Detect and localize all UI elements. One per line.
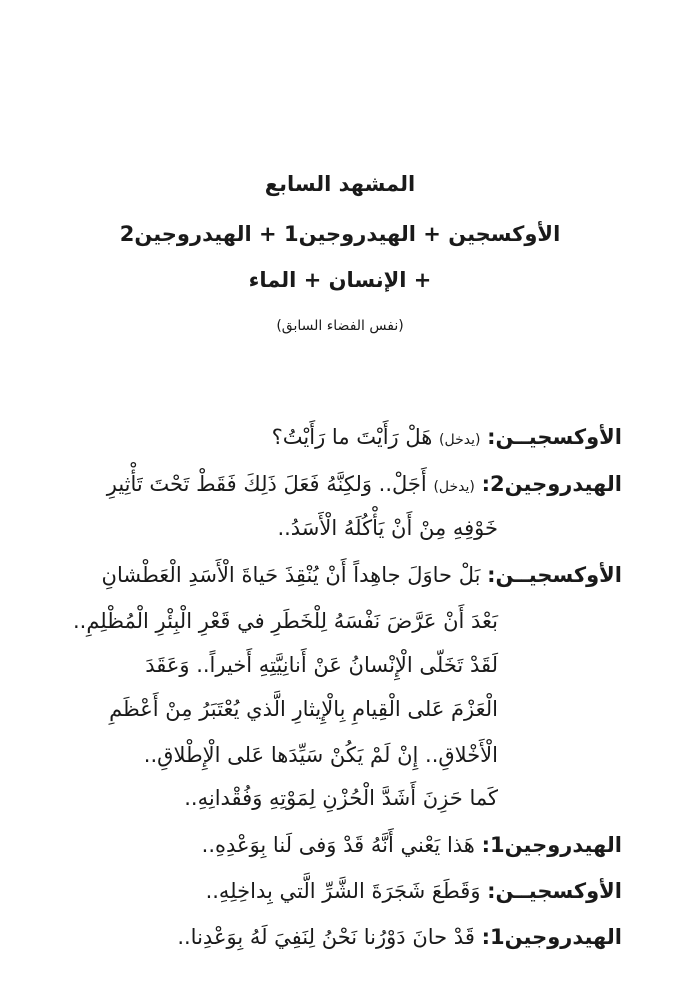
speaker-name: الأوكسجيــن: [487, 425, 622, 449]
dialogue-text: الْأَخْلاقِ.. إِنْ لَمْ يَكُنْ سَيِّدَها عَلى الْإِطْلاقِ.. [143, 743, 498, 767]
speaker-name: الهيدروجين1: [481, 925, 622, 949]
dialogue-text: وَقَطَعَ شَجَرَةَ الشَّرِّ الَّتي بِداخِلِهِ.. [205, 879, 481, 903]
dialogue-line [177, 922, 622, 952]
dialogue-text: بَعْدَ أَنْ عَرَّضَ نَفْسَهُ لِلْخَطَرِ في قَعْرِ الْبِئْرِ الْمُظْلِمِ.. [72, 609, 498, 633]
dialogue-line [107, 469, 622, 502]
dialogue-line [272, 422, 622, 455]
dialogue-continuation [109, 694, 498, 724]
dialogue-continuation [184, 783, 498, 813]
dialogue-text: قَدْ حانَ دَوْرُنا نَحْنُ لِنَفِيَ لَهُ بِوَعْدِنا.. [177, 925, 475, 949]
dialogue-text: الْعَزْمَ عَلى الْقِيامِ بِالْإِيثارِ الَّذي يُعْتَبَرُ مِنْ أَعْظَمِ [109, 697, 498, 721]
dialogue-continuation [145, 650, 498, 680]
cast-line-2: + الإنسان + الماء [248, 268, 432, 292]
dialogue-text: أَجَلْ.. وَلكِنَّهُ فَعَلَ ذَلِكَ فَقَطْ تَحْتَ تَأْثِيرِ [106, 472, 427, 496]
speaker-name: الهيدروجين1: [481, 833, 622, 857]
scene-title: المشهد السابع [264, 172, 416, 196]
speaker-name: الهيدروجين2: [481, 472, 622, 496]
dialogue-continuation [277, 513, 498, 543]
dialogue-text: هَذا يَعْني أَنَّهُ قَدْ وَفى لَنا بِوَعْدِهِ.. [201, 833, 475, 857]
dialogue-text: هَلْ رَأَيْتَ ما رَأَيْتُ؟ [271, 425, 433, 449]
dialogue-text: لَقَدْ تَخَلّى الْإِنْسانُ عَنْ أَنانِيَّتِهِ أَخيراً.. وَعَقَدَ [145, 653, 498, 677]
speaker-name: الأوكسجيــن: [487, 879, 622, 903]
speaker-name: الأوكسجيــن: [487, 563, 622, 587]
cast-line-1: الأوكسجين + الهيدروجين1 + الهيدروجين2 [119, 222, 561, 246]
dialogue-continuation [73, 606, 498, 636]
dialogue-text: كَما حَزِنَ أَشَدَّ الْحُزْنِ لِمَوْتِهِ وَفُقْدانِهِ.. [184, 786, 498, 810]
dialogue-line [102, 560, 622, 590]
dialogue-text: خَوْفِهِ مِنْ أَنْ يَأْكُلَهُ الْأَسَدُ.. [277, 516, 498, 540]
dialogue-text: بَلْ حاوَلَ جاهِداً أَنْ يُنْقِذَ حَياةَ الْأَسَدِ الْعَطْشانِ [101, 563, 481, 587]
dialogue-continuation [144, 740, 498, 770]
dialogue-line [202, 830, 622, 860]
stage-direction: (يدخل) [433, 479, 475, 495]
scene-setting: (نفس الفضاء السابق) [276, 318, 404, 334]
stage-direction: (يدخل) [439, 432, 481, 448]
dialogue-line [206, 876, 622, 906]
